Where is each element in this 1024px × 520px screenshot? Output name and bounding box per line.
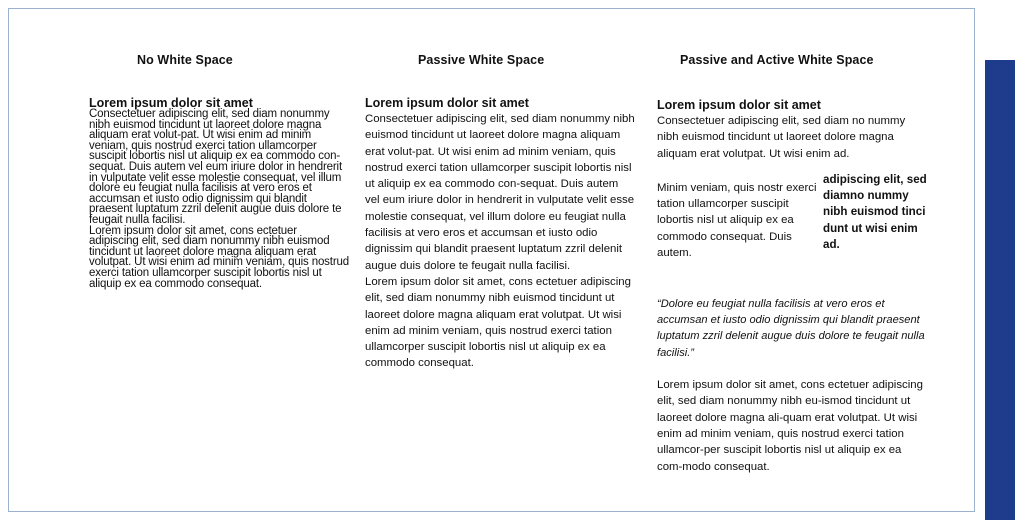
paragraph-passive-white-space-1: Consectetuer adipiscing elit, sed diam nonummy nibh euismod tincidunt ut laoreet dolore magna aliquam erat volut-pat. Ut wisi enim ad minim veniam, quis nostrud exerci tation ullamcorper suscipit lobortis nisl ut aliquip ex ea commodo con-sequat. Duis autem vel eum iriure dolor in hendrerit in vulputate velit esse molestie consequat, vel illum dolore eu feugiat nulla facilisis at vero eros et accumsan et iusto odio dignissim qui blandit praesent luptatum zzril delenit augue duis dolore te feugait nulla facilisi. [365,113,635,272]
paragraph-passive-active-closing: Lorem ipsum dolor sit amet, cons ectetuer adipiscing elit, sed diam nonummy nibh eu-ismod tincidunt ut laoreet dolore magna ali-quam erat volutpat. Ut wisi enim ad minim veniam, quis nostrud exerci tation ullamcor-per suscipit lobortis nisl ut aliquip ex ea com-modo consequat. [657,379,923,473]
split-left-text: Minim veniam, quis nostr exerci tation ullamcorper suscipit lobortis nisl ut aliquip ex ea commodo consequat. Duis autem. [657,181,817,260]
paragraph-no-white-space-1: Consectetuer adipiscing elit, sed diam nonummy nibh euismod tincidunt ut laoreet dolore magna aliquam erat volut-pat. Ut wisi enim ad minim veniam, quis nostrud exerci tation ullamcorper suscipit lobortis nisl ut aliquip ex ea commodo con-sequat. Duis autem vel eum iriure dolor in hendrerit in vulputate velit esse molestie consequat, vel illum dolore eu feugiat nulla facilisis at vero eros et accumsan et iusto odio dignissim qui blandit praesent luptatum zzril delenit augue duis dolore te feugait nulla facilisi. [89,108,342,226]
heading-passive-active-white-space: Lorem ipsum dolor sit amet [657,98,821,112]
split-right-callout: adipiscing elit, sed diamno nummy nibh euismod tinci dunt ut wisi enim ad. [823,172,927,252]
heading-passive-white-space: Lorem ipsum dolor sit amet [365,96,529,110]
column-passive-white-space [365,95,635,372]
paragraph-passive-white-space-2: Lorem ipsum dolor sit amet, cons ectetuer adipiscing elit, sed diam nonummy nibh euismod tincidunt ut laoreet dolore magna aliquam erat volutpat. Ut wisi enim ad minim veniam, quis nostrud exerci tation ullamcorper suscipit lobortis nisl ut aliquip ex ea commodo consequat. [365,275,631,370]
paragraph-passive-active-1: Consectetuer adipiscing elit, sed diam no nummy nibh euismod tincidunt ut laoreet dolore magna aliquam erat volutpat. Ut wisi enim ad. [657,115,906,160]
accent-bar [985,60,1015,520]
pull-quote: “Dolore eu feugiat nulla facilisis at vero eros et accumsan et iusto odio dignissim qui blandit praesent luptatum zzril delenit augue duis dolore te feugait nulla facilisi.” [657,297,925,359]
title-passive-white-space: Passive White Space [418,53,545,67]
paragraph-no-white-space-2: Lorem ipsum dolor sit amet, cons ectetuer adipiscing elit, sed diam nonummy nibh euismod tincidunt ut laoreet dolore magna aliquam erat volutpat. Ut wisi enim ad minim veniam, quis nostrud exerci tation ullamcorper suscipit lobortis nisl ut aliquip ex ea commodo consequat. [89,224,350,290]
column-no-white-space [89,97,349,289]
title-no-white-space: No White Space [137,53,233,67]
title-passive-active-white-space: Passive and Active White Space [680,53,874,67]
comparison-panel [8,8,975,512]
split-block [657,172,927,282]
column-passive-active-white-space [657,97,927,475]
heading-no-white-space: Lorem ipsum dolor sit amet [89,96,253,110]
